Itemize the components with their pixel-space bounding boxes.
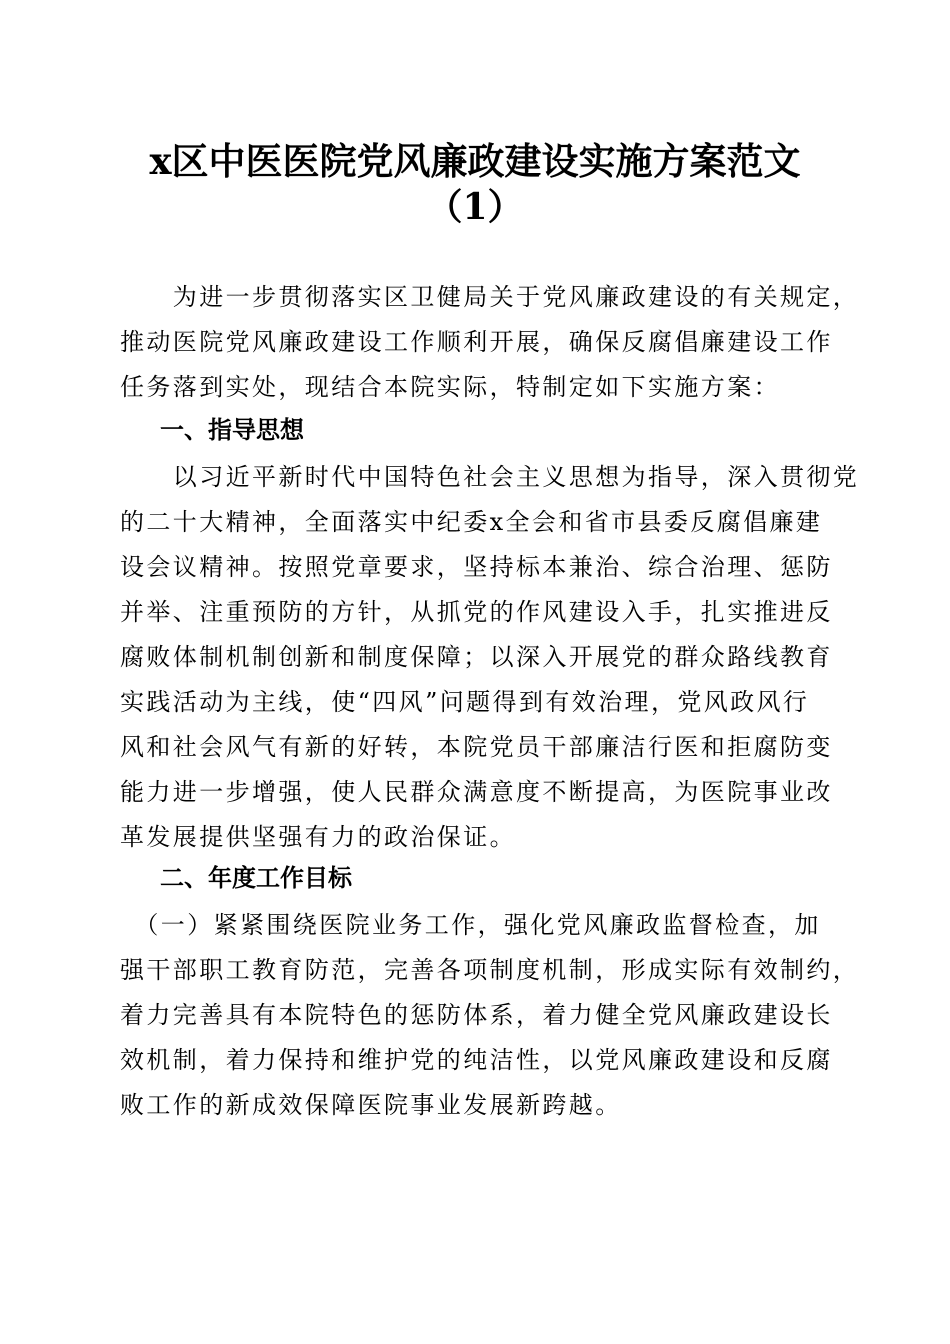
section-1-line: 风和社会风气有新的好转，本院党员干部廉洁行医和拒腐防变 xyxy=(120,733,833,761)
section-2-line: 强干部职工教育防范，完善各项制度机制，形成实际有效制约， xyxy=(120,956,860,984)
section-2-body xyxy=(120,903,860,1128)
section-1-line: 并举、注重预防的方针，从抓党的作风建设入手，扎实推进反 xyxy=(120,598,833,626)
section-1-line: 腐败体制机制创新和制度保障；以深入开展党的群众路线教育 xyxy=(120,643,833,671)
section-2-heading: 二、年度工作目标 xyxy=(160,864,352,892)
document-title xyxy=(0,138,950,184)
section-2-line: 败工作的新成效保障医院事业发展新跨越。 xyxy=(120,1091,622,1119)
title-line-2: （1） xyxy=(426,186,524,228)
intro-line: 任务落到实处，现结合本院实际，特制定如下实施方案： xyxy=(120,373,780,401)
intro-line: 推动医院党风廉政建设工作顺利开展，确保反腐倡廉建设工作 xyxy=(120,328,833,356)
section-1-line: 实践活动为主线，使“四风”问题得到有效治理，党风政风行 xyxy=(120,688,810,716)
intro-line: 为进一步贯彻落实区卫健局关于党风廉政建设的有关规定， xyxy=(120,283,860,311)
section-1-line: 设会议精神。按照党章要求，坚持标本兼治、综合治理、惩防 xyxy=(120,553,833,581)
title-line-1: x区中医医院党风廉政建设实施方案范文 xyxy=(149,139,801,183)
section-1-line: 以习近平新时代中国特色社会主义思想为指导，深入贯彻党 xyxy=(120,463,860,491)
section-1-line: 的二十大精神，全面落实中纪委x全会和省市县委反腐倡廉建 xyxy=(120,508,823,536)
section-1-line: 革发展提供坚强有力的政治保证。 xyxy=(120,823,516,851)
section-1-body xyxy=(120,455,860,860)
section-2-line: 着力完善具有本院特色的惩防体系，着力健全党风廉政建设长 xyxy=(120,1001,833,1029)
section-2-line: 效机制，着力保持和维护党的纯洁性，以党风廉政建设和反腐 xyxy=(120,1046,833,1074)
section-1-heading: 一、指导思想 xyxy=(160,416,304,444)
section-1-line: 能力进一步增强，使人民群众满意度不断提高，为医院事业改 xyxy=(120,778,833,806)
intro-paragraph xyxy=(120,275,860,410)
section-2-line: （一）紧紧围绕医院业务工作，强化党风廉政监督检查，加 xyxy=(120,911,821,939)
